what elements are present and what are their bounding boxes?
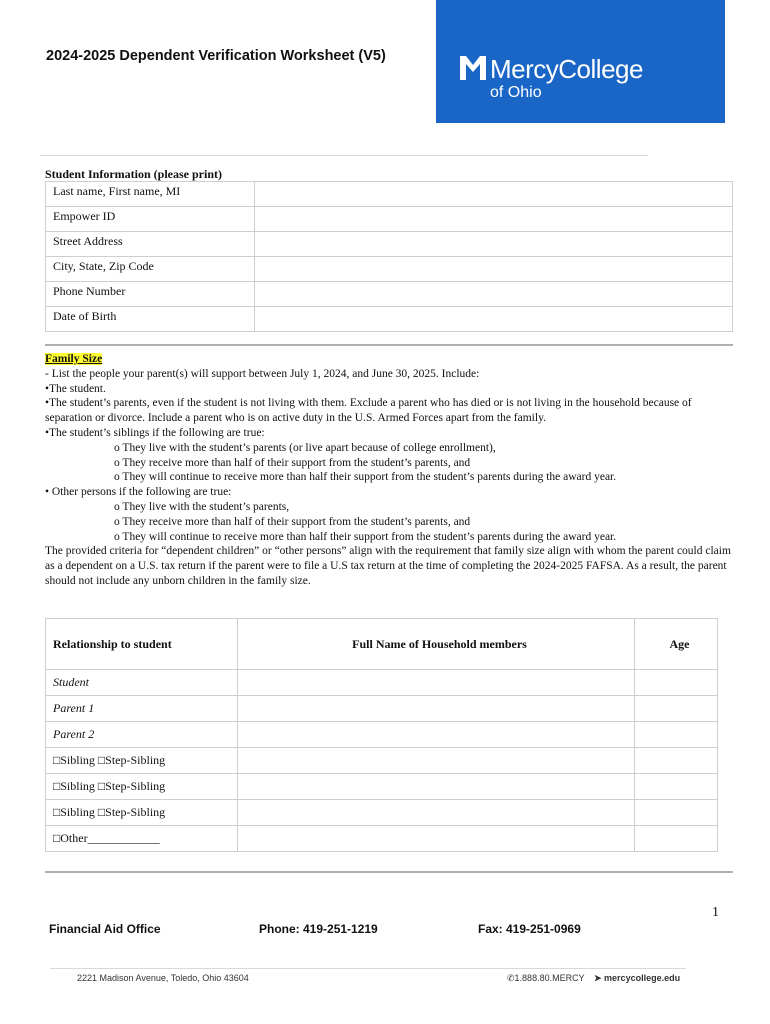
college-logo bbox=[436, 0, 725, 123]
table-row bbox=[46, 800, 718, 826]
relationship-checkbox-cell[interactable]: □Sibling □Step-Sibling bbox=[46, 800, 238, 826]
field-label: Phone Number bbox=[46, 282, 255, 307]
field-label: Empower ID bbox=[46, 207, 255, 232]
family-size-line: o They will continue to receive more than half their support from the student’s parents during the award year. bbox=[114, 471, 617, 484]
relationship-cell: Parent 1 bbox=[46, 696, 238, 722]
column-header-full-name: Full Name of Household members bbox=[238, 619, 635, 670]
name-cell[interactable] bbox=[238, 748, 635, 774]
table-header-row bbox=[46, 619, 718, 670]
footer-website[interactable]: ➤ mercycollege.edu bbox=[594, 973, 681, 983]
footer-phone: Phone: 419-251-1219 bbox=[259, 922, 378, 936]
footer-address: 2221 Madison Avenue, Toledo, Ohio 43604 bbox=[77, 973, 249, 983]
table-row bbox=[46, 696, 718, 722]
family-size-line: o They live with the student’s parents, bbox=[114, 500, 290, 513]
mercy-m-icon bbox=[460, 56, 486, 80]
name-cell[interactable] bbox=[238, 826, 635, 852]
relationship-cell: Student bbox=[46, 670, 238, 696]
header-divider bbox=[40, 155, 648, 156]
logo-name: MercyCollege bbox=[490, 54, 643, 84]
last-first-name-field[interactable] bbox=[255, 182, 733, 207]
household-members-table bbox=[45, 618, 718, 852]
name-cell[interactable] bbox=[238, 696, 635, 722]
age-cell[interactable] bbox=[635, 748, 718, 774]
cursor-icon: ➤ bbox=[594, 973, 605, 983]
family-size-line: •The student. bbox=[45, 382, 106, 395]
family-size-line: •The student’s siblings if the following are true: bbox=[45, 426, 265, 439]
column-header-relationship: Relationship to student bbox=[46, 619, 238, 670]
family-size-line: o They will continue to receive more than half their support from the student’s parents during the award year. bbox=[114, 530, 617, 543]
field-label: Last name, First name, MI bbox=[46, 182, 255, 207]
age-cell[interactable] bbox=[635, 670, 718, 696]
relationship-checkbox-cell[interactable]: □Sibling □Step-Sibling bbox=[46, 748, 238, 774]
family-size-section bbox=[45, 352, 735, 589]
age-cell[interactable] bbox=[635, 800, 718, 826]
student-field-row bbox=[46, 257, 733, 282]
student-field-row bbox=[46, 182, 733, 207]
family-size-line: •The student’s parents, even if the student is not living with them. Exclude a parent who has died or is not living in the household because of separation or divorce. Include a parent who is on active duty in the U.S. Armed Forces apart from the family. bbox=[45, 397, 692, 425]
footer-office: Financial Aid Office bbox=[49, 922, 161, 936]
page-number: 1 bbox=[712, 905, 719, 920]
date-of-birth-field[interactable] bbox=[255, 307, 733, 332]
family-size-line: o They live with the student’s parents (or live apart because of college enrollment), bbox=[114, 441, 496, 454]
empower-id-field[interactable] bbox=[255, 207, 733, 232]
table-row bbox=[46, 774, 718, 800]
field-label: Street Address bbox=[46, 232, 255, 257]
student-info-table bbox=[45, 181, 733, 332]
city-state-zip-field[interactable] bbox=[255, 257, 733, 282]
footer-divider bbox=[50, 968, 686, 969]
footer-vanity-phone: ✆1.888.80.MERCY bbox=[507, 973, 585, 983]
age-cell[interactable] bbox=[635, 826, 718, 852]
family-size-heading: Family Size bbox=[45, 353, 103, 365]
street-address-field[interactable] bbox=[255, 232, 733, 257]
table-row bbox=[46, 826, 718, 852]
table-row bbox=[46, 722, 718, 748]
student-field-row bbox=[46, 207, 733, 232]
section-divider bbox=[45, 344, 733, 346]
relationship-cell: Parent 2 bbox=[46, 722, 238, 748]
table-row bbox=[46, 670, 718, 696]
student-field-row bbox=[46, 232, 733, 257]
age-cell[interactable] bbox=[635, 722, 718, 748]
relationship-checkbox-cell[interactable]: □Other____________ bbox=[46, 826, 238, 852]
phone-number-field[interactable] bbox=[255, 282, 733, 307]
student-field-row bbox=[46, 307, 733, 332]
phone-icon: ✆ bbox=[507, 973, 515, 983]
name-cell[interactable] bbox=[238, 722, 635, 748]
name-cell[interactable] bbox=[238, 800, 635, 826]
relationship-checkbox-cell[interactable]: □Sibling □Step-Sibling bbox=[46, 774, 238, 800]
age-cell[interactable] bbox=[635, 696, 718, 722]
field-label: Date of Birth bbox=[46, 307, 255, 332]
family-size-line: The provided criteria for “dependent children” or “other persons” align with the requirement that family size align with whom the parent could claim as a dependent on a U.S. tax return if the parent were to file a U.S tax return at the time of completing the 2024-2025 FAFSA. As a result, the parent should not include any unborn children in the family size. bbox=[45, 545, 731, 587]
family-size-line: - List the people your parent(s) will support between July 1, 2024, and June 30, 2025. Include: bbox=[45, 367, 480, 380]
family-size-line: • Other persons if the following are true: bbox=[45, 486, 232, 499]
table-row bbox=[46, 748, 718, 774]
column-header-age: Age bbox=[635, 619, 718, 670]
name-cell[interactable] bbox=[238, 774, 635, 800]
section-divider bbox=[45, 871, 733, 873]
footer-fax: Fax: 419-251-0969 bbox=[478, 922, 581, 936]
name-cell[interactable] bbox=[238, 670, 635, 696]
document-title: 2024-2025 Dependent Verification Worksheet (V5) bbox=[46, 48, 386, 64]
family-size-line: o They receive more than half of their support from the student’s parents, and bbox=[114, 515, 471, 528]
age-cell[interactable] bbox=[635, 774, 718, 800]
logo-subtitle: of Ohio bbox=[490, 84, 542, 101]
field-label: City, State, Zip Code bbox=[46, 257, 255, 282]
family-size-line: o They receive more than half of their support from the student’s parents, and bbox=[114, 456, 471, 469]
student-info-heading: Student Information (please print) bbox=[45, 167, 223, 181]
student-field-row bbox=[46, 282, 733, 307]
